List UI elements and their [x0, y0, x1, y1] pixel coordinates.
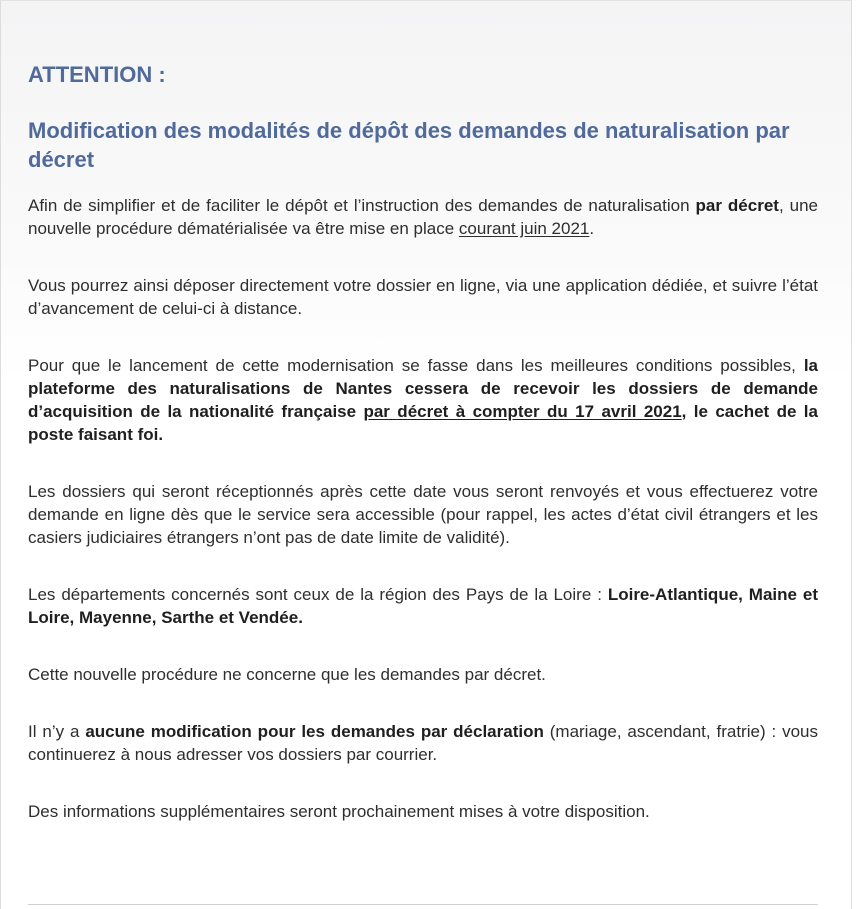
- p5-text-1: Les départements concernés sont ceux de la région des Pays de la Loire :: [28, 585, 608, 604]
- paragraph-declaration: [28, 720, 818, 766]
- p6-text-1: Cette nouvelle procédure ne concerne que les demandes par décret.: [28, 665, 546, 684]
- p7-text-1: Il n’y a: [28, 722, 86, 741]
- paragraph-more-info: [28, 800, 818, 823]
- paragraph-online-deposit: [28, 274, 818, 320]
- p3-bold-underline-date: [363, 402, 681, 421]
- bottom-divider: [28, 904, 818, 905]
- paragraph-scope: [28, 663, 818, 686]
- paragraph-departments: [28, 583, 818, 629]
- paragraph-intro: [28, 194, 818, 240]
- attention-heading: ATTENTION :: [28, 62, 166, 87]
- p7-text-2: (mariage, ascendant, fratrie) : vous continuerez à nous adresser vos dossiers par courrier.: [28, 722, 819, 764]
- p1-bold-decret: par décret: [695, 196, 779, 215]
- p1-text-2: , une nouvelle procédure dématérialisée va être mise en place: [28, 196, 819, 238]
- p3-underline-date: par décret à compter du 17 avril 2021: [363, 402, 682, 421]
- p5-bold-departments: Loire-Atlantique, Maine et Loire, Mayenne, Sarthe et Vendée.: [28, 585, 818, 627]
- paragraph-returned-files: [28, 480, 818, 549]
- p3-text-1: Pour que le lancement de cette modernisation se fasse dans les meilleures conditions possibles,: [28, 356, 804, 375]
- p7-bold-no-change: aucune modification pour les demandes par déclaration: [85, 722, 544, 741]
- p1-text-3: .: [589, 219, 595, 238]
- p4-text-1: Les dossiers qui seront réceptionnés après cette date vous seront renvoyés et vous effectuerez votre demande en ligne dès que le service sera accessible (pour rappel, les actes d’état civil étrangers et les casiers judiciaires étrangers n’ont pas de date limite de validité).: [28, 482, 818, 547]
- paragraph-nantes-platform: [28, 354, 818, 446]
- p8-text-1: Des informations supplémentaires seront prochainement mises à votre disposition.: [28, 802, 650, 821]
- p3-bold-postmark: , le cachet de la poste faisant foi.: [28, 402, 818, 444]
- p1-text-1: Afin de simplifier et de faciliter le dépôt et l’instruction des demandes de naturalisation: [28, 196, 696, 215]
- p3-bold-platform: la plateforme des naturalisations de Nantes cessera de recevoir les dossiers de demande d’acquisition de la nationalité française: [28, 356, 818, 421]
- p1-underline-date: courant juin 2021: [458, 219, 590, 238]
- p2-text-1: Vous pourrez ainsi déposer directement votre dossier en ligne, via une application dédiée, et suivre l’état d’avancement de celui-ci à distance.: [28, 276, 818, 318]
- announcement-title: Modification des modalités de dépôt des demandes de naturalisation par décret: [28, 118, 790, 172]
